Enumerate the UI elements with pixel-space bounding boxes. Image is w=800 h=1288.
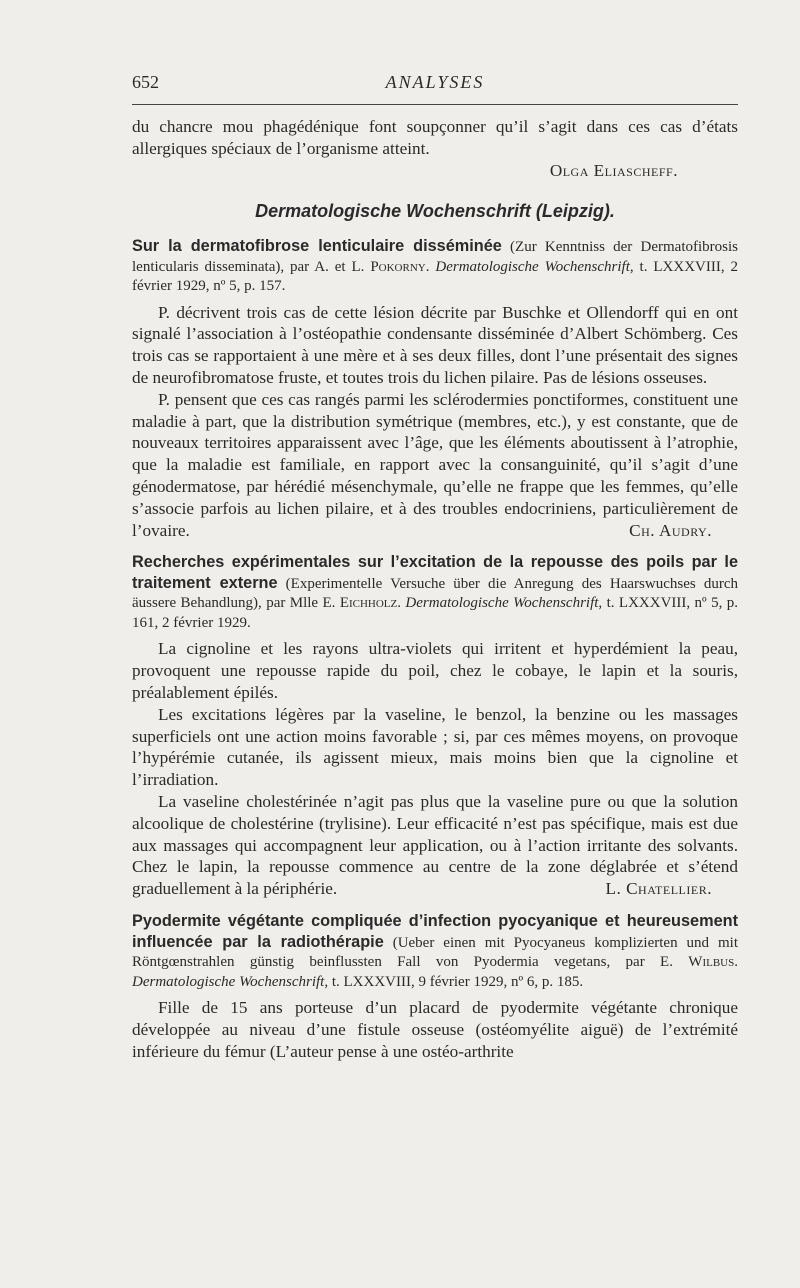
carryover-signature: Olga Eliascheff. [549,160,678,180]
body-paragraph: Fille de 15 ans porteuse d’un placard de pyodermite végétante chronique développée au niveau d’une fistule osseuse (ostéomyélite aiguë) de l’extrémité inférieure du fémur (L’auteur pense à une ostéo-arthrite [132,998,738,1061]
carryover-paragraph: du chancre mou phagédénique font soupçonner qu’il s’agit dans ces cas d’états allergiques spéciaux de l’organisme atteint. [132,117,738,158]
citation: , t. LXXXVIII, 2 février 1929, nº 5, p. 157. [132,258,739,295]
article-author: Wilbus [688,954,735,971]
article-author: Pokorny [370,258,426,275]
journal-reference: Dermatologische Wochenschrift [405,595,599,612]
article-signature: Ch. Audry. [629,520,712,540]
original-title: (Experimentelle Versuche über die Anregung des Haarswuchses durch äussere Behandlung), par Mlle E. [132,575,738,612]
article-signature: L. Chatellier. [605,879,712,899]
page-header [132,72,738,98]
body-paragraph: P. pensent que ces cas rangés parmi les sclérodermies ponctiformes, constituent une maladie à part, que la distribution symétrique (membres, etc.), y est constante, que de nouveaux territoires apparaissent avec l’âge, que les éléments aboutissent à l’atrophie, que la maladie est familiale, en rapport avec la consanguinité, qu’il s’agit d’une génodermatose, par hérédié mésenchymale, qu’elle ne frappe que les femmes, qu’elle s’associe parfois au lichen pilaire, et à des troubles endocriniens, particulièrement de l’ovaire. Ch. Audry. [132,389,738,540]
article-author: Eichholz [339,595,398,612]
running-head: ANALYSES [385,72,485,92]
header-rule [132,104,738,105]
journal-reference: Dermatologische Wochenschrift [132,973,325,990]
article-title: Recherches expérimentales sur l’excitation de la repousse des poils par le traitement externe [132,553,738,592]
body-paragraph: Les excitations légères par la vaseline, le benzol, la benzine ou les massages superficiels ont une action moins favorable ; si, par ces mêmes moyens, on provoque l’hypérémie cutanée, ils agissent mieux, mais moins bien que la cignoline et l’irradiation. [132,704,738,790]
article-title: Pyodermite végétante compliquée d’infection pyocyanique et heureusement influencée par la radiothérapie [132,912,738,951]
article-heading: Pyodermite végétante compliquée d’infection pyocyanique et heureusement influencée par la radiothérapie (Ueber einen mit Pyocyaneus komplizierten und mit Röntgœnstrahlen günstig beinflussten Fall von Pyodermia vegetans, par E. Wilbus. Dermatologische Wochenschrift, t. LXXXVIII, 9 février 1929, nº 6, p. 185. [132,912,738,990]
article-body [132,997,738,1062]
page-number: 652 [132,72,159,92]
article [132,237,738,541]
citation: , t. LXXXVIII, 9 février 1929, nº 6, p. 185. [324,973,584,990]
body-paragraph: La vaseline cholestérinée n’agit pas plus que la vaseline pure ou que la solution alcoolique de cholestérine (trylisine). Leur efficacité n’est pas spécifique, mais est due aux massages qui accompagnent leur application, ou à l’action irritante des solvants. Chez le lapin, la repousse commence au centre de la zone déglabrée et s’étend graduellement à la périphérie. L. Chatellier. [132,792,738,899]
article-title: Sur la dermatofibrose lenticulaire disséminée [132,237,502,256]
article-body [132,302,738,542]
article-heading: Recherches expérimentales sur l’excitation de la repousse des poils par le traitement externe (Experimentelle Versuche über die Anregung des Haarswuchses durch äussere Behandlung), par Mlle E. Eichholz. Dermatologische Wochenschrift, t. LXXXVIII, nº 5, p. 161, 2 février 1929. [132,553,739,631]
article [132,912,738,1062]
citation: , t. LXXXVIII, nº 5, p. 161, 2 février 1929. [132,595,739,631]
article-body [132,638,738,900]
body-paragraph: P. décrivent trois cas de cette lésion décrite par Buschke et Ollendorff qui en ont signalé l’association à l’ostéopathie condensante disséminée d’Albert Schömberg. Ces trois cas se rapportaient à une mère et à ses deux filles, dont l’une présentait des signes de neurofibromatose fruste, et toutes trois du lichen pilaire. Pas de lésions osseuses. [132,302,738,388]
original-title: (Ueber einen mit Pyocyaneus komplizierten und mit Röntgœnstrahlen günstig beinflussten Fall von Pyodermia vegetans, par E. [132,934,738,971]
original-title: (Zur Kenntniss der Dermatofibrosis lenticularis disseminata), par A. et L. [132,239,738,275]
article-heading: Sur la dermatofibrose lenticulaire disséminée (Zur Kenntniss der Dermatofibrosis lenticularis disseminata), par A. et L. Pokorny. Dermatologische Wochenschrift, t. LXXXVIII, 2 février 1929, nº 5, p. 157. [132,237,739,295]
page-content [132,116,738,1062]
body-paragraph: La cignoline et les rayons ultra-violets qui irritent et hyperdémient la peau, provoquent une repousse rapide du poil, chez le cobaye, le lapin et la souris, préalablement épilés. [132,639,738,703]
journal-reference: Dermatologische Wochenschrift [435,258,630,275]
journal-heading: Dermatologische Wochenschrift (Leipzig). [255,201,615,222]
article [132,553,738,900]
